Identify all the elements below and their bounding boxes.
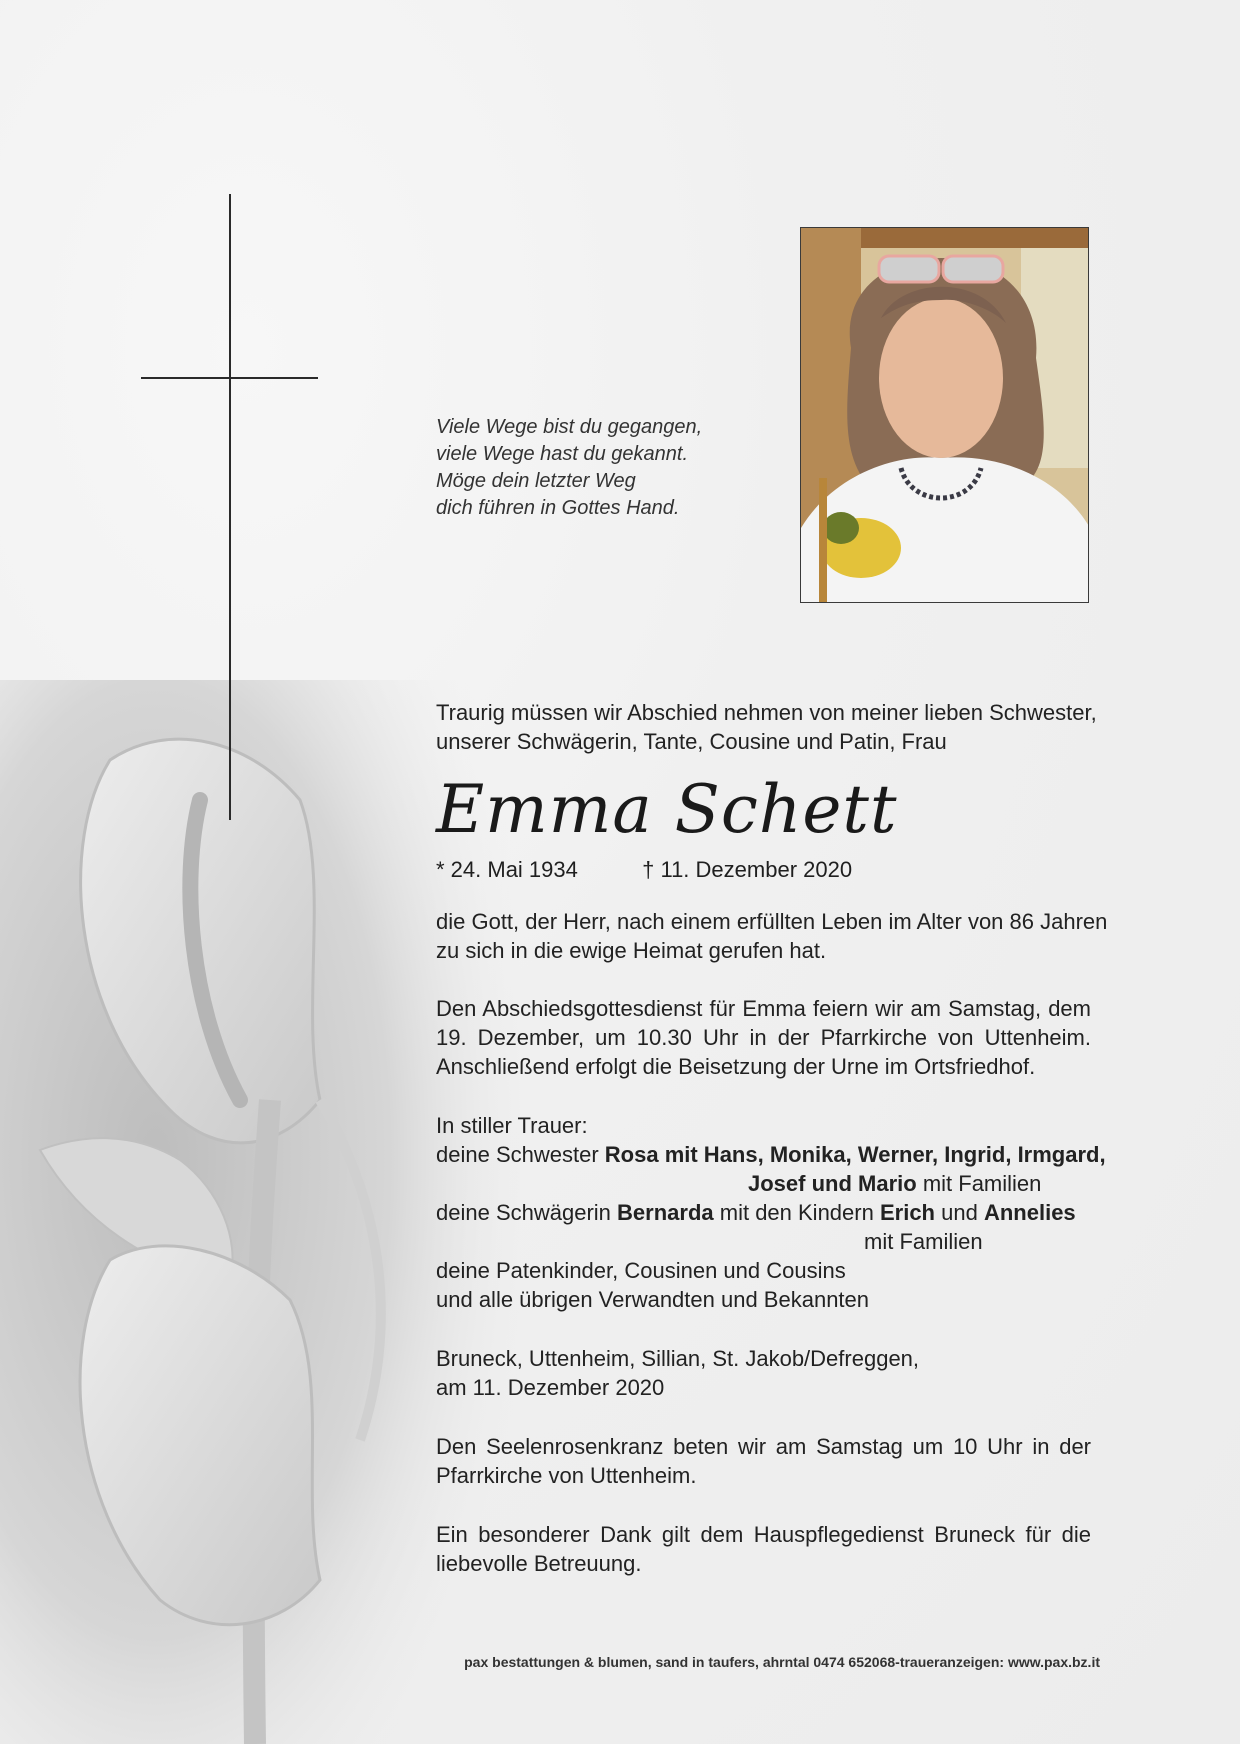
passing-line: zu sich in die ewige Heimat gerufen hat. [436, 938, 827, 963]
mourners-others: und alle übrigen Verwandten und Bekannten [436, 1287, 870, 1312]
sil-name: Bernarda [617, 1200, 714, 1225]
mourners-block [436, 1111, 1106, 1314]
sil-mid: mit den Kindern [719, 1200, 874, 1225]
sister-names: Rosa mit Hans, Monika, Werner, Ingrid, Irmgard, [604, 1142, 1106, 1167]
sister-suffix: mit Familien [922, 1171, 1042, 1196]
cross-horizontal-bar [141, 377, 318, 379]
cross-vertical-bar [229, 194, 231, 820]
poem-line: Möge dein letzter Weg [436, 470, 636, 492]
mourners-sister-cont [436, 1169, 1091, 1198]
funeral-home-footer: pax bestattungen & blumen, sand in taufers, ahrntal 0474 652068-traueranzeigen: www.pax.bz.it [464, 1654, 1100, 1670]
and-word: und [941, 1200, 978, 1225]
intro-line: unserer Schwägerin, Tante, Cousine und Patin, Frau [436, 729, 947, 754]
mourners-sister [436, 1140, 1106, 1169]
mourners-sister-in-law [436, 1198, 1091, 1227]
date-line: am 11. Dezember 2020 [436, 1375, 665, 1400]
child-name: Erich [879, 1200, 935, 1225]
deceased-name: Emma Schett [436, 771, 898, 848]
sister-names-2: Josef und Mario [748, 1171, 917, 1196]
passing-block [436, 907, 1108, 965]
life-dates [436, 855, 852, 884]
child-name: Annelies [983, 1200, 1076, 1225]
sil-prefix: deine Schwägerin [436, 1200, 611, 1225]
poem-line: viele Wege hast du gekannt. [436, 443, 689, 465]
death-date: † 11. Dezember 2020 [642, 857, 853, 882]
portrait-photo [800, 227, 1089, 603]
poem-line: Viele Wege bist du gegangen, [436, 416, 703, 438]
sister-prefix: deine Schwester [436, 1142, 599, 1167]
mourners-heading: In stiller Trauer: [436, 1113, 588, 1138]
passing-line: die Gott, der Herr, nach einem erfüllten Leben im Alter von 86 Jahren [436, 909, 1108, 934]
mourners-godchildren: deine Patenkinder, Cousinen und Cousins [436, 1258, 846, 1283]
memorial-poem [436, 414, 766, 522]
place-date-block [436, 1344, 1091, 1402]
birth-date: * 24. Mai 1934 [436, 857, 578, 882]
sil-suffix: mit Familien [864, 1229, 983, 1254]
intro-line: Traurig müssen wir Abschied nehmen von meiner lieben Schwester, [436, 700, 1097, 725]
service-paragraph: Den Abschiedsgottesdienst für Emma feiern wir am Samstag, dem 19. Dezember, um 10.30 Uhr in der Pfarrkirche von Uttenheim. Anschließend erfolgt die Beisetzung der Urne im Ortsfriedhof. [436, 996, 1091, 1079]
place-line: Bruneck, Uttenheim, Sillian, St. Jakob/Defreggen, [436, 1346, 920, 1371]
poem-line: dich führen in Gottes Hand. [436, 497, 680, 519]
thanks-paragraph: Ein besonderer Dank gilt dem Hauspflegedienst Bruneck für die liebevolle Betreuung. [436, 1522, 1091, 1576]
rosary-paragraph: Den Seelenrosenkranz beten wir am Samstag um 10 Uhr in der Pfarrkirche von Uttenheim. [436, 1434, 1091, 1488]
intro-block [436, 698, 1097, 756]
